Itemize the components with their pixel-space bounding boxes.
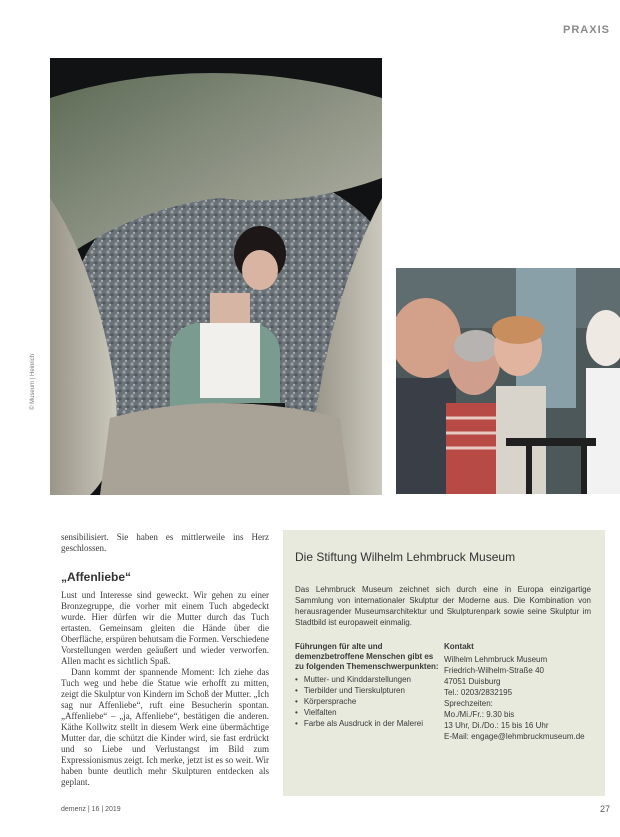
- list-item: • Vielfalten: [295, 707, 444, 718]
- main-photo-image: [50, 58, 382, 495]
- article-paragraph-2: Dann kommt der spannende Moment: Ich ziehe das Tuch weg und hebe die Statue wie erhofft zu mitten, zeigt die Skulptur von Kindern im Schoß der Mutter. „Ich sag nur Affenliebe“, ruft eine Besucherin spontan. „Affenliebe“ – „ja, Affenliebe“, bestätigen die anderen. Käthe Kollwitz stellt in diesem Werk eine übermächtige Mutter dar, die schützt die Kinder wird, sie fast erdrückt und so Liebe und Verlustangst im Bild zum Expressionismus zeigt. Ich merke, jetzt ist es so weit. Wir haben bunte deutlich mehr Skulpturen entdecken als geplant.: [61, 667, 269, 787]
- info-box: [283, 530, 605, 796]
- article-intro: sensibilisiert. Sie haben es mittlerweile ins Herz geschlossen.: [61, 532, 269, 553]
- list-item: • Tierbilder und Tierskulpturen: [295, 685, 444, 696]
- tours-list: [295, 674, 444, 729]
- list-item: • Farbe als Ausdruck in der Malerei: [295, 718, 444, 729]
- side-photo-image: [396, 268, 620, 494]
- contact-line: Wilhelm Lehmbruck Museum: [443, 655, 548, 664]
- page-number: 27: [599, 804, 610, 814]
- section-tag: PRAXIS: [563, 24, 610, 36]
- contact-line: Tel.: 0203/2832195: [443, 688, 513, 697]
- contact-line: Sprechzeiten:: [443, 699, 493, 708]
- contact-column: [444, 642, 591, 742]
- main-photo: [50, 58, 382, 495]
- contact-line: Mo./Mi./Fr.: 9.30 bis: [443, 710, 515, 719]
- contact-line: Friedrich-Wilhelm-Straße 40: [443, 666, 545, 675]
- contact-line: 47051 Duisburg: [443, 677, 501, 686]
- tours-heading: Führungen für alte und demenzbetroffene Menschen gibt es zu folgenden Themenschwerpunkten:: [295, 642, 439, 671]
- contact-heading: Kontakt: [443, 642, 474, 651]
- list-item: • Körpersprache: [295, 696, 444, 707]
- contact-line: 13 Uhr, Di./Do.: 15 bis 16 Uhr: [443, 721, 549, 730]
- article-subheading: „Affenliebe“: [61, 570, 132, 584]
- article-paragraph-1: Lust und Interesse sind geweckt. Wir gehen zu einer Bronzegruppe, die vorher mit einem Tuch abgedeckt wurde. Hier dürfen wir die Mutter durch das Tuch ertasten. Gemeinsam gleiten die Hände über die Oberfläche, erspüren behutsam die Formen. Verschiedene Vorstellungen werden geäußert und wieder verworfen. Allen macht es sichtlich Spaß.: [61, 590, 270, 666]
- info-intro: Das Lehmbruck Museum zeichnet sich durch eine in Europa einzigartige Sammlung von internationaler Skulptur der Moderne aus. Die Kombination von herausragender Museumsarchitektur und Skulpturenpark sowie seine Skulptur im Stadtbild ist europaweit einmalig.: [295, 585, 591, 627]
- photo-credit: © Museum | Heinrich: [30, 354, 36, 410]
- contact-email: E-Mail: engage@lehmbruckmuseum.de: [443, 732, 585, 741]
- side-photo: [396, 268, 620, 494]
- tours-column: [295, 642, 444, 742]
- info-columns: [295, 642, 591, 742]
- info-title: Die Stiftung Wilhelm Lehmbruck Museum: [295, 550, 516, 564]
- footer-issue: demenz | 16 | 2019: [61, 806, 121, 813]
- article-column: [61, 532, 269, 788]
- list-item: • Mutter- und Kinddarstellungen: [295, 674, 444, 685]
